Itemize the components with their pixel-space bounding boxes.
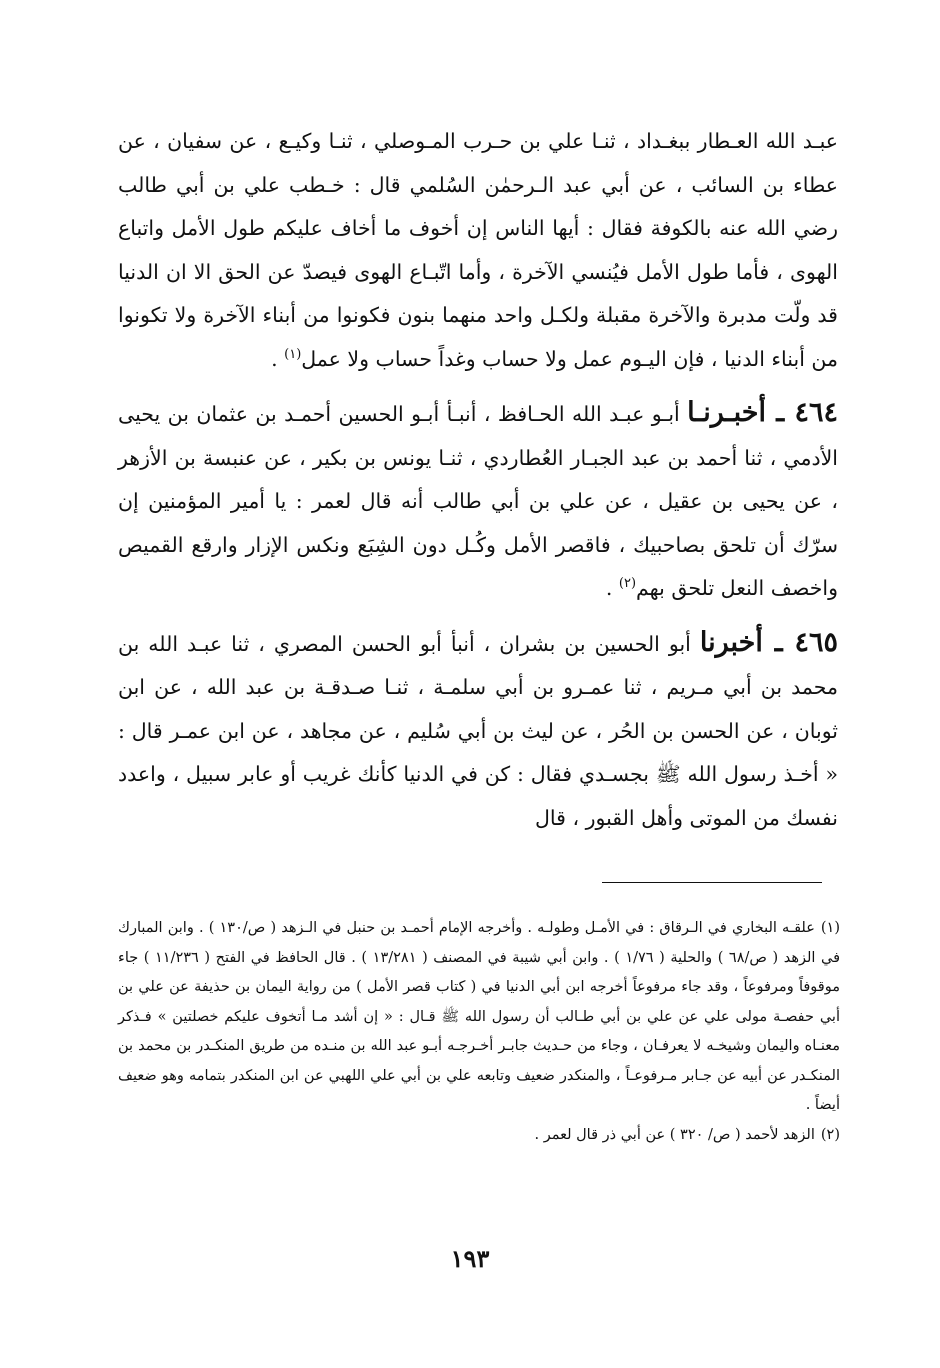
hadith-464-akhbarana: أخبـرنـا	[687, 397, 766, 428]
paragraph-1-text: عبـد الله العـطار ببغـداد ، ثنـا علي بن حـرب المـوصلي ، ثنـا وكيـع ، عن سفيان ، عن عطاء بن السائب ، عن أبي عبد الـرحمٰن السُلمي قال : خـطب علي بن أبي طالب رضي الله عنه بالكوفة فقال : أيها الناس إن أخوف ما أخاف عليكم طول الأمل واتباع الهوى ، فأما طول الأمل فيُنسي الآخرة ، وأما اتّبـاع الهوى فيصدّ عن الحق الا ان الدنيا قد ولّت مدبرة والآخرة مقبلة ولكـل واحد منهما بنون فكونوا من أبناء الآخرة ولا تكونوا من أبناء الدنيا ، فإن اليـوم عمل ولا حساب وغداً حساب ولا عمل	[118, 129, 838, 371]
footnote-2-label: (٢)	[820, 1126, 840, 1143]
hadith-465	[118, 621, 838, 841]
hadith-464-dash: ـ	[765, 397, 795, 428]
footnote-1	[118, 914, 840, 1121]
hadith-464-end: .	[605, 576, 619, 600]
footnote-1-label: (١)	[820, 920, 840, 936]
hadith-465-akhbarana: أخبرنا	[699, 626, 763, 658]
footnote-2	[118, 1121, 840, 1151]
hadith-465-number: ٤٦٥	[794, 626, 838, 658]
hadith-464-text: أبـو عبـد الله الحـافظ ، أنبـأ أبـو الحسين أحمـد بن عثمان بن يحيى الأدمي ، ثنا أحمد بن عبد الجبـار العُطاردي ، ثنـا يونس بن بكير ، عن عنبسة بن الأزهر ، عن يحيى بن عقيل ، عن علي بن أبي طالب أنه قال لعمر : يا أمير المؤمنين إن سرّك أن تلحق بصاحبيك ، فاقصر الأمل وكُـل دون الشِبَع ونكس الإزار وارقع القميص واخصف النعل تلحق بهم	[118, 402, 838, 600]
footnote-2-text: الزهد لأحمد ( ص/ ٣٢٠ ) عن أبي ذر قال لعمر .	[534, 1126, 815, 1143]
footnote-ref-1: (١)	[284, 346, 302, 362]
hadith-465-dash: ـ	[762, 626, 795, 658]
footnote-ref-2: (٢)	[618, 576, 637, 592]
page-number: ١٩٣	[450, 1244, 490, 1273]
paragraph-1-end: .	[271, 346, 285, 371]
footnote-1-text: علقـه البخاري في الـرقاق : في الأمـل وطولـه . وأخرجه الإمام أحمـد بن حنبل في الـزهد ( ص/١٣٠ ) . وابن المبارك في الزهد ( ص/٦٨ ) والحلية ( ١/٧٦ ) . وابن أبي شيبة في المصنف ( ١٣/٢٨١ ) . قال الحافظ في الفتح ( ١١/٢٣٦ ) جاء موقوفاً ومرفوعاً ، وقد جاء مرفوعاً أخرجه ابن أبي الدنيا في ( كتاب قصر الأمل ) من رواية اليمان بن حذيفة عن علي بن أبي حفصـة مولى علي عن علي بن أبي طـالب أن رسول الله ﷺ قـال : « إن أشد مـا أتخوف عليكم خصلتين » فـذكر معنـاه واليمان وشيخـه لا يعرفـان ، وجاء من حـديث جابـر أخـرجـه أبـو عبد الله بن منـده من طريق المنكـدر بن محمد بن المنكـدر عن أبيه عن جـابر مـرفوعـاً ، والمنكدر ضعيف وتابعه علي بن أبي علي اللهبي عن ابن المنكدر بتمامه وهو ضعيف أيضاً .	[118, 920, 841, 1113]
footnotes	[118, 914, 840, 1150]
hadith-465-text: أبو الحسين بن بشران ، أنبأ أبو الحسن المصري ، ثنا عبـد الله بن محمد بن أبي مـريم ، ثنا عمـرو بن أبي سلمـة ، ثنـا صـدقـة بن عبد الله ، عن ابن ثوبان ، عن الحسن بن الحُر ، عن ليث بن أبي سُليم ، عن مجاهد ، عن ابن عمـر قال : « أخـذ رسول الله ﷺ بجسـدي فقال : كن في الدنيا كأنك غريب أو عابر سبيل ، واعدد نفسك من الموتى وأهل القبور ، قال	[118, 631, 838, 830]
footnote-divider	[602, 882, 822, 883]
paragraph-1	[118, 120, 838, 381]
main-text	[118, 120, 838, 840]
hadith-464-number: ٤٦٤	[794, 397, 838, 428]
hadith-464	[118, 391, 838, 611]
